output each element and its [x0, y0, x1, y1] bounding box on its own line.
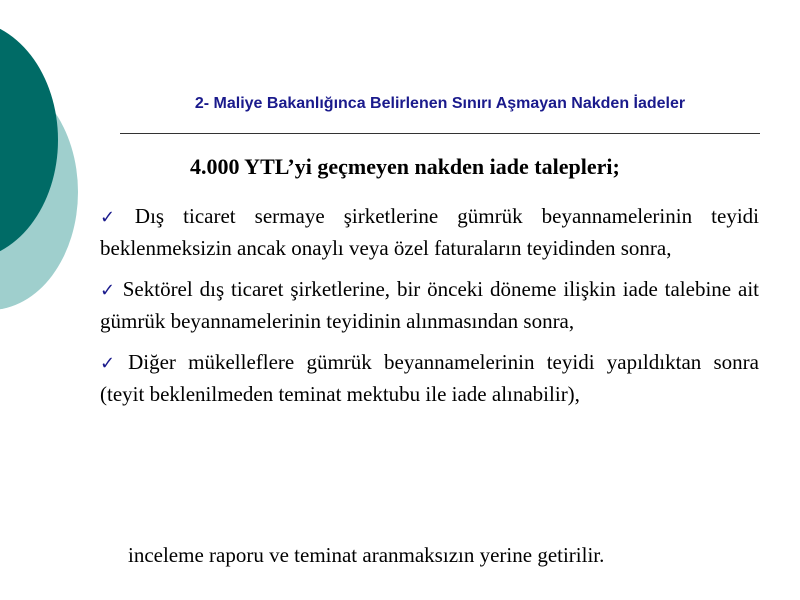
bullet-text: Dış ticaret sermaye şirketlerine gümrük beyannamelerinin teyidi beklenmeksizin ancak onaylı veya özel faturaların teyidinden sonra,: [100, 204, 759, 260]
bullet-text: Sektörel dış ticaret şirketlerine, bir önceki döneme ilişkin iade talebine ait gümrük beyannamelerinin teyidinin alınmasından sonra,: [100, 277, 759, 333]
bullet-item: [100, 201, 759, 264]
bullet-list: [100, 201, 759, 420]
checkmark-icon: ✓: [100, 207, 129, 228]
slide-subtitle: 4.000 YTL’yi geçmeyen nakden iade talepleri;: [190, 154, 620, 179]
checkmark-icon: ✓: [100, 353, 123, 374]
bullet-item: [100, 347, 759, 410]
checkmark-icon: ✓: [100, 280, 117, 301]
title-divider: [120, 133, 760, 134]
closing-text: inceleme raporu ve teminat aranmaksızın yerine getirilir.: [128, 543, 605, 567]
decorative-circles: [0, 0, 90, 320]
bullet-item: [100, 274, 759, 337]
slide-title: 2- Maliye Bakanlığınca Belirlenen Sınırı Aşmayan Nakden İadeler: [194, 95, 686, 112]
bullet-text: Diğer mükelleflere gümrük beyannamelerinin teyidi yapıldıktan sonra (teyit beklenilmeden teminat mektubu ile iade alınabilir),: [100, 350, 759, 406]
